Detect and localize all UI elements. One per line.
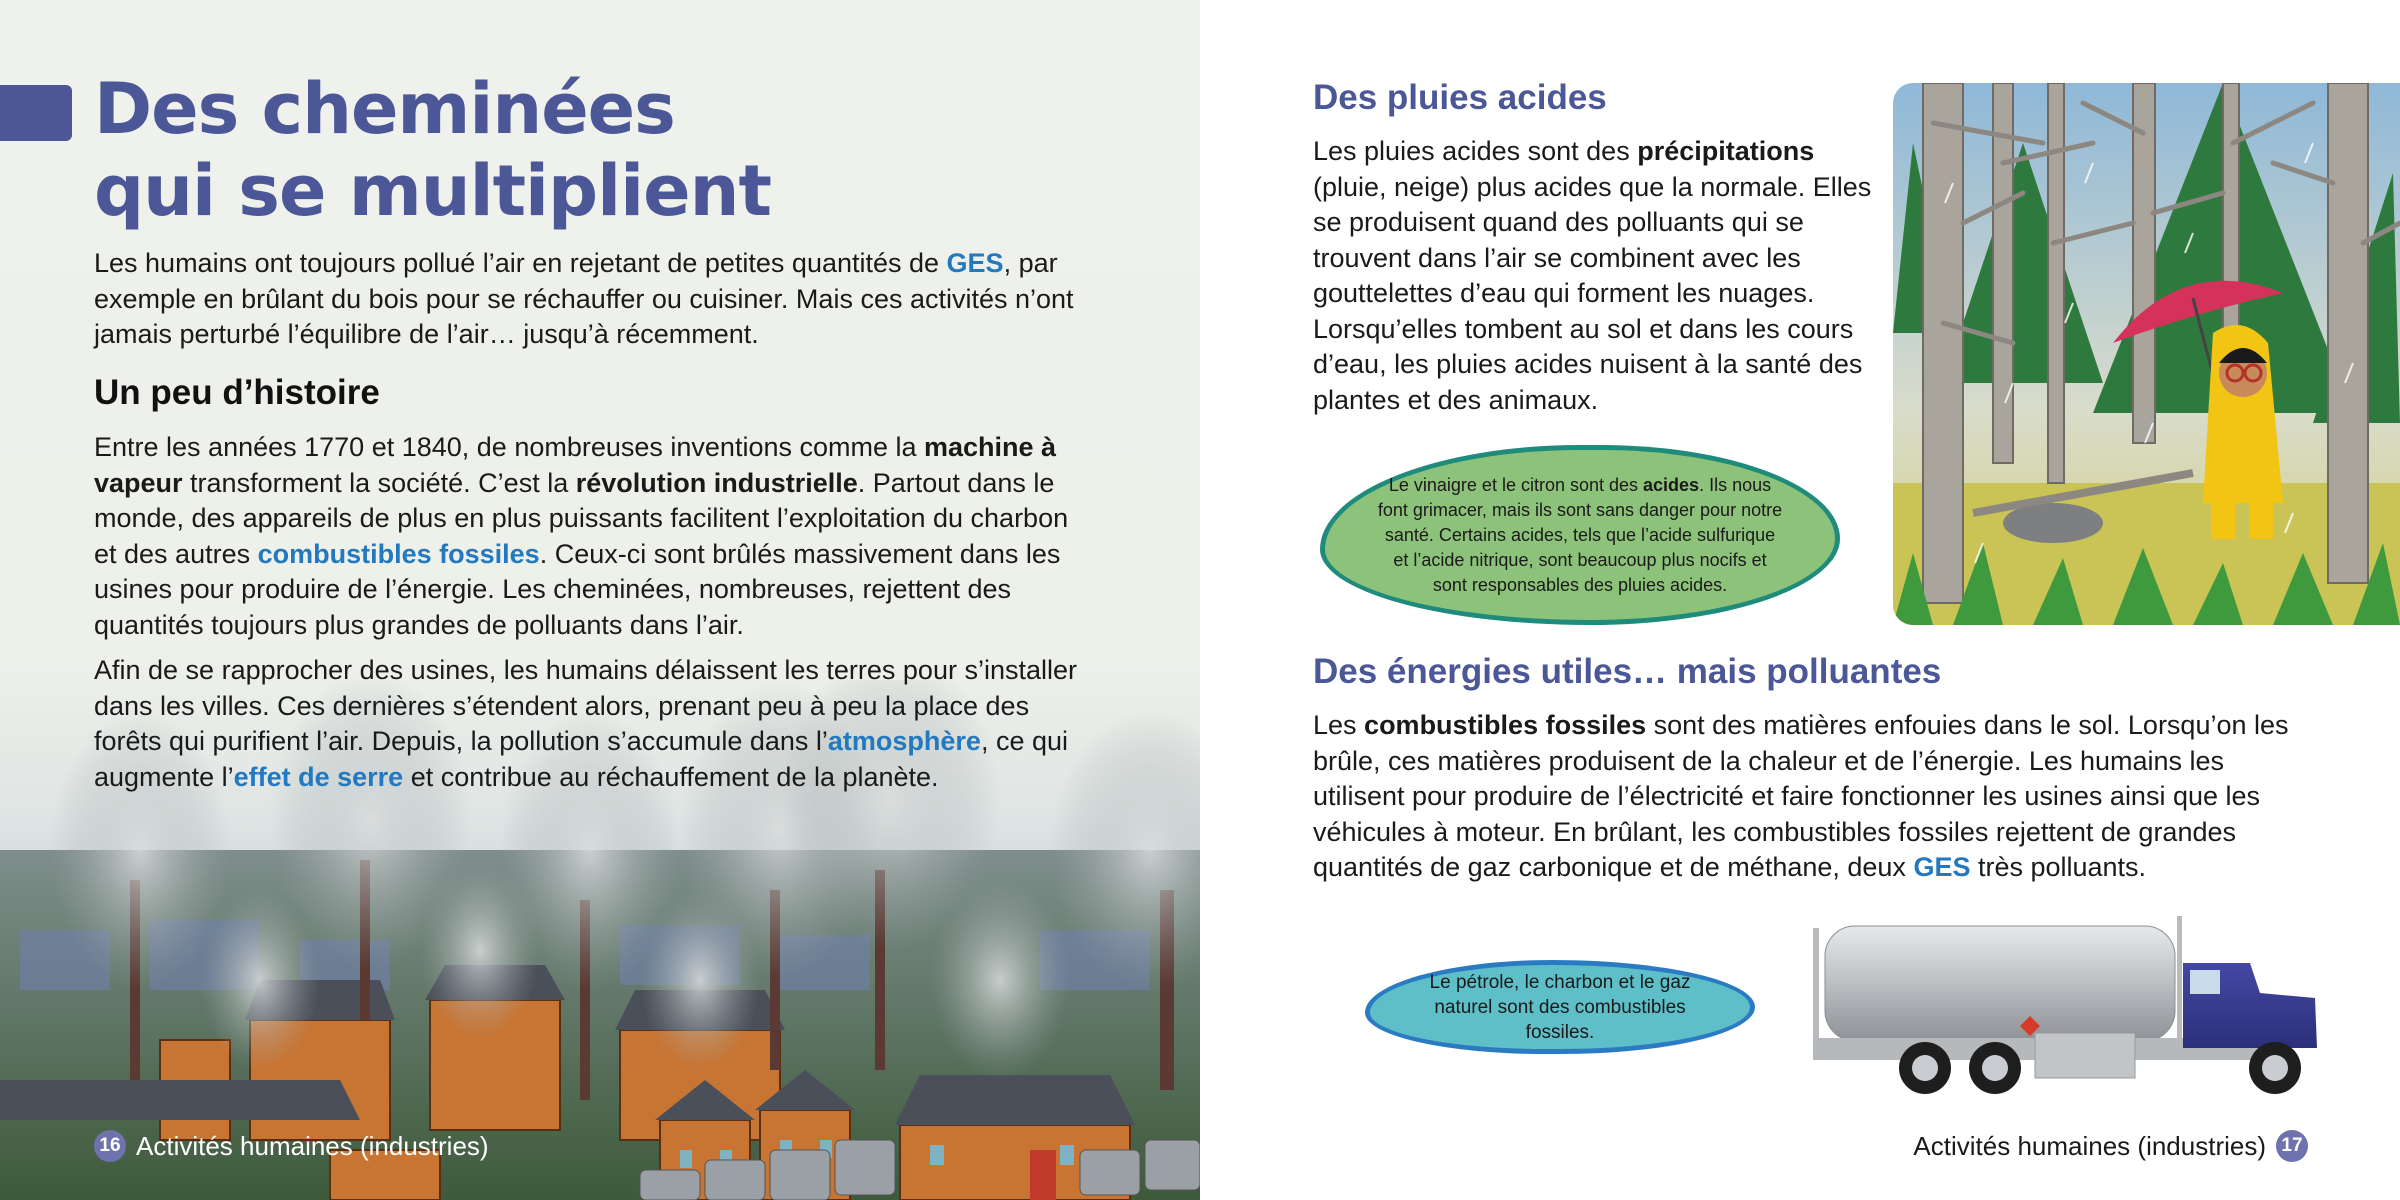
text-run: Les humains ont toujours pollué l’air en rejetant de petites quantités de (94, 248, 947, 278)
keyword-effet-de-serre[interactable]: effet de serre (233, 761, 404, 792)
text-run: Les pluies acides sont des (1313, 136, 1638, 166)
bold-precipitations: précipitations (1637, 136, 1815, 166)
history-paragraph-2 (94, 653, 1094, 795)
subheading-history: Un peu d’histoire (94, 373, 380, 412)
energies-paragraph (1313, 708, 2303, 886)
history-paragraph-1 (94, 430, 1094, 643)
acid-rain-paragraph (1313, 134, 1873, 418)
bold-acides: acides (1643, 474, 1700, 495)
text-run: . Ils nous font grimacer, mais ils sont sans danger pour notre santé. Certains acides, tels que l’acide sulfurique et l’acide nitrique, sont beaucoup plus nocifs et sont responsables des pluies acides. (1377, 474, 1783, 595)
right-page (1200, 0, 2400, 1200)
acid-rain-forest-illustration (1893, 83, 2400, 625)
text-run: , ce qui augmente l’ (94, 726, 1069, 792)
title-marker (0, 85, 72, 141)
text-run: Les (1313, 710, 1365, 740)
fossil-fuels-info-bubble (1365, 960, 1755, 1054)
keyword-ges[interactable]: GES (946, 248, 1004, 278)
bold-revolution-industrielle: révolution industrielle (575, 467, 858, 498)
text-run: . Partout dans le monde, des appareils de plus en plus puissants facilitent l’exploitation du charbon et des autres (94, 467, 1069, 569)
title-line-2: qui se multiplient (94, 150, 771, 232)
page-number-badge: 17 (2276, 1130, 2308, 1162)
page-title (94, 68, 771, 232)
text-run: Le vinaigre et le citron sont des (1388, 474, 1644, 495)
text-run: très polluants. (1970, 852, 2147, 882)
heading-energies: Des énergies utiles… mais polluantes (1313, 652, 1942, 691)
fossil-fuels-info-text: Le pétrole, le charbon et le gaz naturel sont des combustibles fossiles. (1429, 971, 1691, 1043)
heading-acid-rain: Des pluies acides (1313, 78, 1607, 117)
keyword-ges[interactable]: GES (1913, 852, 1971, 882)
text-run: (pluie, neige) plus acides que la normale. Elles se produisent quand des polluants qui se trouvent dans l’air se combinent avec les gouttelettes d’eau qui forment les nuages. Lorsqu’elles tombent au sol et dans les cours d’eau, les pluies acides nuisent à la santé des plantes et des animaux. (1313, 171, 1872, 415)
text-run: Entre les années 1770 et 1840, de nombreuses inventions comme la (94, 432, 925, 462)
bold-machine-a-vapeur: machine à vapeur (94, 432, 1057, 498)
running-footer: Activités humaines (industries) (1913, 1130, 2266, 1161)
title-line-1: Des cheminées (94, 68, 675, 150)
acids-info-text (1375, 473, 1785, 598)
running-footer: Activités humaines (industries) (136, 1130, 489, 1161)
keyword-atmosphere[interactable]: atmosphère (827, 726, 981, 756)
acids-info-bubble (1320, 445, 1840, 625)
text-run: transforment la société. C’est la (182, 467, 576, 498)
tanker-truck-illustration (1805, 908, 2330, 1098)
text-run: et contribue au réchauffement de la planète. (403, 761, 939, 792)
text-run: . Ceux-ci sont brûlés massivement dans les usines pour produire de l’énergie. Les cheminées, nombreuses, rejettent des quantités toujours plus grandes de polluants dans l’air. (94, 538, 1061, 640)
bold-combustibles-fossiles: combustibles fossiles (1364, 710, 1647, 740)
text-run: , par exemple en brûlant du bois pour se réchauffer ou cuisiner. Mais ces activités n’ont jamais perturbé l’équilibre de l’air… jusqu’à récemment. (94, 248, 1074, 349)
folio-right (1913, 1130, 2308, 1162)
folio-left (94, 1130, 489, 1162)
keyword-combustibles-fossiles[interactable]: combustibles fossiles (257, 538, 540, 569)
page-number-badge: 16 (94, 1130, 126, 1162)
intro-paragraph (94, 246, 1094, 353)
text-run: Afin de se rapprocher des usines, les humains délaissent les terres pour s’installer dans les villes. Ces dernières s’étendent alors, prenant peu à peu la place des forêts qui purifient l’air. Depuis, la pollution s’accumule dans l’ (94, 655, 1077, 756)
text-run: sont des matières enfouies dans le sol. Lorsqu’on les brûle, ces matières produisent de la chaleur et de l’énergie. Les humains les utilisent pour produire de l’électricité et faire fonctionner les usines ainsi que les véhicules à moteur. En brûlant, les combustibles fossiles rejettent de grandes quantités de gaz carbonique et de méthane, deux (1313, 710, 2289, 882)
